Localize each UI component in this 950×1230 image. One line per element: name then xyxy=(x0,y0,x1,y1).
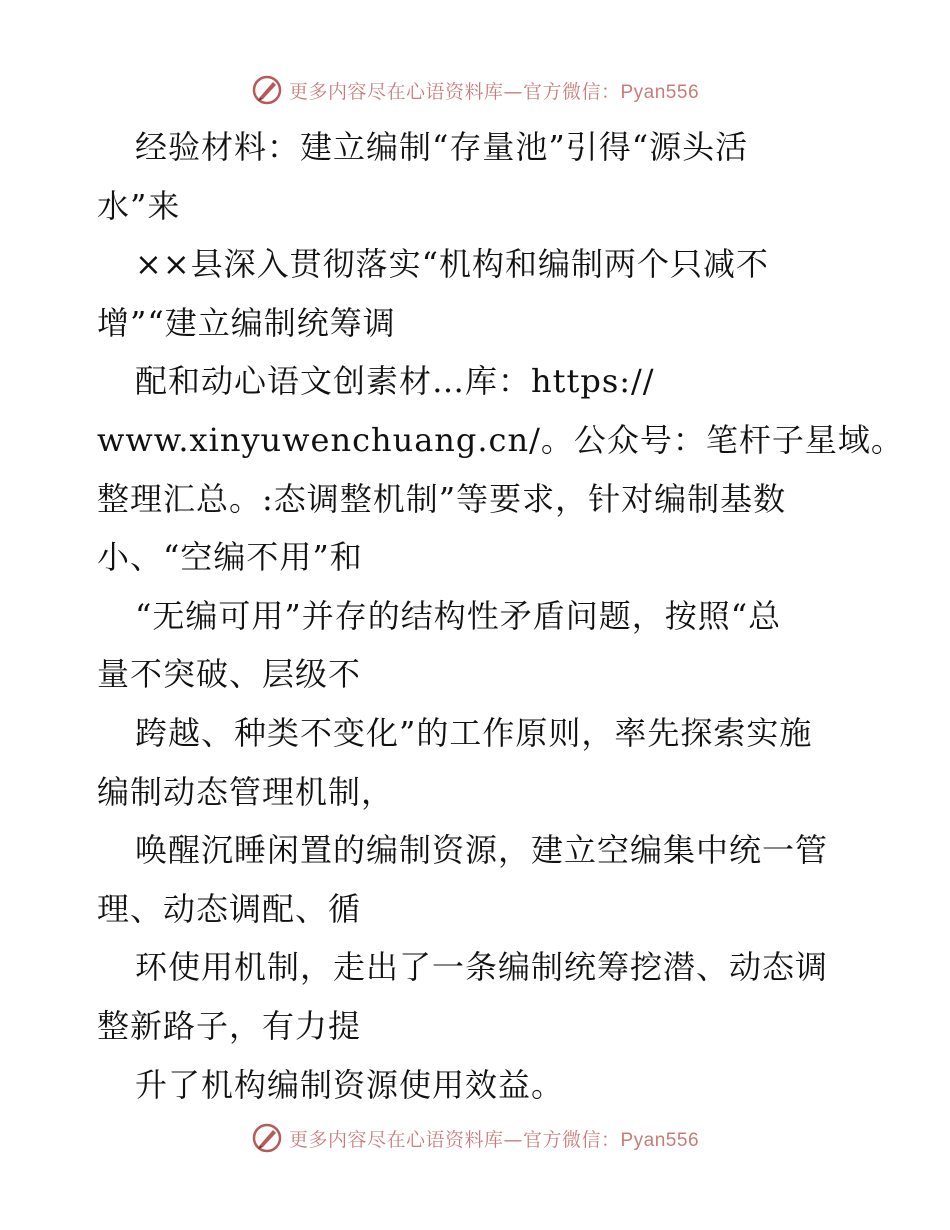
body-line: 环使用机制，走出了一条编制统筹挖潜、动态调 xyxy=(135,948,829,987)
body-line: ××县深入贯彻落实“机构和编制两个只减不 xyxy=(135,245,769,284)
body-line: 经验材料：建立编制“存量池”引得“源头活 xyxy=(135,128,749,166)
footer-banner-wechat-id: Pyan556 xyxy=(620,1129,700,1151)
footer-watermark-banner xyxy=(0,1118,950,1158)
body-line: 配和动心语文创素材…库：https:// xyxy=(135,362,655,401)
document-body xyxy=(97,118,904,1114)
feather-pen-logo-icon xyxy=(251,1122,283,1154)
body-line: 理、动态调配、循 xyxy=(97,889,362,928)
body-line: 整新路子，有力提 xyxy=(97,1006,362,1045)
body-line: “无编可用”并存的结构性矛盾问题，按照“总 xyxy=(135,596,782,635)
body-line: 唤醒沉睡闲置的编制资源，建立空编集中统一管 xyxy=(135,831,829,870)
header-banner-wechat-id: Pyan556 xyxy=(620,81,700,103)
feather-pen-logo-icon xyxy=(251,74,283,106)
body-line: www.xinyuwenchuang.cn/。公众号：笔杆子星域。 xyxy=(97,420,904,459)
body-line: 跨越、种类不变化”的工作原则，率先探索实施 xyxy=(135,713,813,752)
body-line: 编制动态管理机制， xyxy=(97,772,395,811)
body-line: 增”“建立编制统筹调 xyxy=(97,303,396,342)
body-line: 整理汇总。:态调整机制”等要求，针对编制基数 xyxy=(97,479,787,518)
footer-banner-text: 更多内容尽在心语资料库—官方微信：Pyan556 xyxy=(288,1128,700,1151)
body-line: 量不突破、层级不 xyxy=(97,655,362,694)
header-banner-text: 更多内容尽在心语资料库—官方微信：Pyan556 xyxy=(288,80,700,103)
body-line: 小、“空编不用”和 xyxy=(97,538,363,577)
header-watermark-banner xyxy=(0,70,950,110)
body-line: 水”来 xyxy=(97,186,181,225)
body-line: 升了机构编制资源使用效益。 xyxy=(135,1065,565,1104)
